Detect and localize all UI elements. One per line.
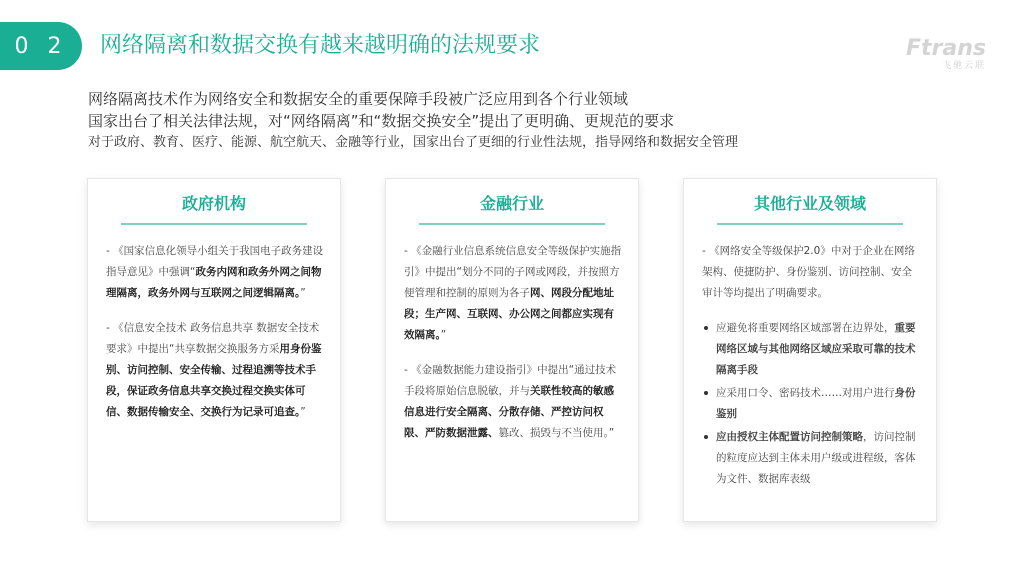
page-title: 网络隔离和数据交换有越来越明确的法规要求: [100, 33, 541, 58]
item-emphasis: 身份鉴别: [716, 387, 916, 420]
list-item: [716, 383, 920, 425]
intro-line: 国家出台了相关法律法规，对“网络隔离”和“数据交换安全”提出了更明确、更规范的要求: [88, 112, 675, 130]
item-text: 应避免将重要网络区域部署在边界处，: [716, 322, 895, 334]
paragraph-emphasis: 关联性较高的敏感信息进行安全隔离、分散存储、严控访问权限、严防数据泄露、: [404, 385, 614, 439]
intro-line: 网络隔离技术作为网络安全和数据安全的重要保障手段被广泛应用到各个行业领域: [88, 90, 629, 108]
card-title: 政府机构: [181, 194, 246, 213]
paragraph-text: 篡改、损毁与不当使用。”: [498, 427, 615, 439]
paragraph-text: ”: [300, 406, 306, 418]
list-item: [716, 318, 920, 381]
card-paragraph: [404, 241, 622, 346]
logo-wordmark: Ftrans: [906, 36, 986, 61]
paragraph-text: ”: [440, 329, 447, 341]
item-emphasis: 应由授权主体配置访问控制策略: [716, 431, 863, 443]
paragraph-text: - 《国家信息化领导小组关于我国电子政务建设指导意见》中强调“: [106, 245, 324, 278]
paragraph-text: - 《金融数据能力建设指引》中提出“通过技术手段将原始信息脱敏，并与: [404, 364, 617, 397]
card-body: [88, 225, 340, 423]
item-emphasis: 重要网络区域与其他网络区域应采取可靠的技术隔离手段: [716, 322, 916, 376]
paragraph-emphasis: 政务内网和政务外网之间物理隔离，政务外网与互联网之间逻辑隔离。: [106, 266, 322, 299]
card-body: [386, 225, 638, 444]
requirement-list: [702, 318, 920, 490]
card-government: [87, 178, 341, 522]
item-text: 应采用口令、密码技术……对用户进行: [716, 387, 895, 399]
card-paragraph: [106, 241, 324, 304]
card-title: 金融行业: [479, 194, 544, 213]
card-finance: [385, 178, 639, 522]
card-other-industries: [683, 178, 937, 522]
card-paragraph: [404, 360, 622, 444]
intro-line: 对于政府、教育、医疗、能源、航空航天、金融等行业，国家出台了更细的行业性法规，指导网络和数据安全管理: [88, 135, 739, 150]
brand-logo: [906, 38, 986, 71]
section-number-badge: 0 2: [0, 22, 82, 70]
item-text: ，访问控制的粒度应达到主体未用户级或进程级，客体为文件、数据库表级: [716, 431, 916, 485]
paragraph-text: - 《信息安全技术 政务信息共享 数据安全技术要求》中提出“共享数据交换服务方采: [106, 322, 320, 355]
card-title: 其他行业及领域: [753, 194, 866, 213]
card-paragraph: - 《网络安全等级保护2.0》中对于企业在网络架构、使捷防护、身份鉴别、访问控制、安全审计等均提出了明确要求。: [702, 245, 915, 299]
list-item: [716, 427, 920, 490]
paragraph-emphasis: 网、网段分配地址段；生产网、互联网、办公网之间都应实现有效隔离。: [404, 287, 614, 341]
logo-subtitle: 飞驰云联: [941, 61, 986, 71]
paragraph-emphasis: 用身份鉴别、访问控制、安全传输、过程追溯等技术手段，保证政务信息共享交换过程交换实体可信、数据传输安全、交换行为记录可追查。: [106, 343, 322, 418]
paragraph-text: - 《金融行业信息系统信息安全等级保护实施指引》中提出“划分不同的子网或网段，并按照方便管理和控制的原则为各子: [404, 245, 622, 299]
intro-text: [88, 88, 738, 154]
paragraph-text: ”: [300, 287, 306, 299]
card-paragraph: [106, 318, 324, 423]
card-body: [684, 225, 936, 490]
